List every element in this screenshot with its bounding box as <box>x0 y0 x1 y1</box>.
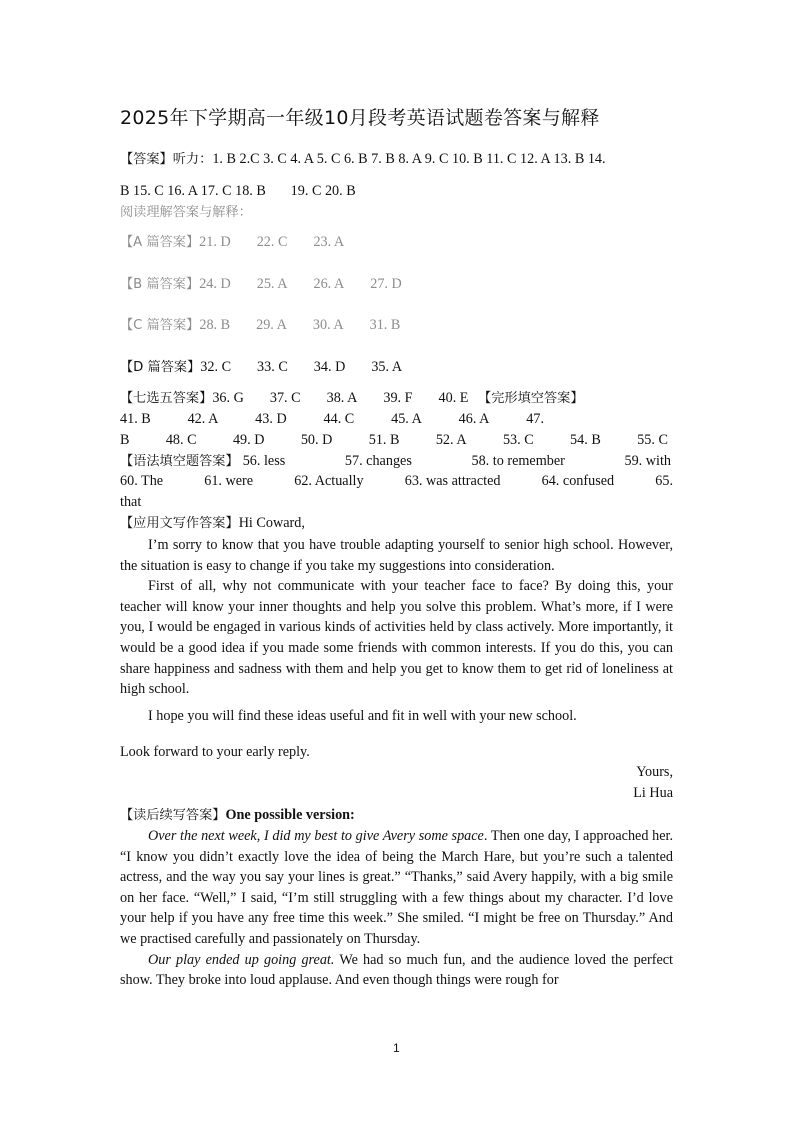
passage-b-label: 【B 篇答案】 <box>120 277 200 292</box>
answer-47-value: B <box>120 432 130 448</box>
answer-35: 35. A <box>371 359 403 375</box>
answer-65: 65. <box>655 473 673 489</box>
answer-28: 28. B <box>199 317 231 333</box>
continuation-subtitle: One possible version: <box>225 807 355 823</box>
continuation-body <box>120 826 673 991</box>
answer-54: 54. B <box>570 432 601 448</box>
answer-39: 39. F <box>383 390 413 406</box>
continuation-paragraph-2 <box>120 950 673 991</box>
letter-sign-off: Yours, <box>636 764 673 780</box>
continuation-p1-lead: Over the next week, I did my best to give Avery some space <box>148 828 484 844</box>
answer-36: 36. G <box>212 390 244 406</box>
answer-51: 51. B <box>368 432 400 448</box>
reading-heading: 阅读理解答案与解释： <box>120 205 252 220</box>
answer-30: 30. A <box>312 317 344 333</box>
cloze-row-2 <box>120 431 668 449</box>
answer-47: 47. <box>526 411 544 427</box>
answer-21: 21. D <box>199 234 231 250</box>
page-title: 2025年下学期高一年级10月段考英语试题卷答案与解释 <box>120 107 600 129</box>
answer-42: 42. A <box>187 411 219 427</box>
answer-37: 37. C <box>269 390 301 406</box>
answer-40: 40. E <box>438 390 469 406</box>
answer-46: 46. A <box>458 411 490 427</box>
grammar-row-1 <box>120 452 671 471</box>
listening-label: 【答案】听力： <box>120 152 213 167</box>
passage-a-label: 【A 篇答案】 <box>120 235 200 250</box>
letter-label: 【应用文写作答案】 <box>120 516 239 531</box>
letter-paragraph-1: I’m sorry to know that you have trouble adapting yourself to senior high school. However, the situation is easy to change if you take my suggestions into consideration. <box>120 537 673 574</box>
answer-61: 61. were <box>204 473 254 489</box>
answer-33: 33. C <box>257 359 288 375</box>
grammar-row-2 <box>120 472 673 490</box>
answer-52: 52. A <box>435 432 467 448</box>
answer-25: 25. A <box>256 276 288 292</box>
continuation-p2-rest: We had so much fun, and the audience loved the perfect show. They broke into loud applause. And even though things were rough for <box>120 951 673 989</box>
answer-65-value: that <box>120 494 142 510</box>
letter-paragraph-3: I hope you will find these ideas useful and fit in well with your new school. <box>148 708 577 724</box>
letter-signature: Li Hua <box>633 785 673 801</box>
answer-59: 59. with <box>624 453 671 469</box>
answer-45: 45. A <box>391 411 422 427</box>
answer-49: 49. D <box>232 432 265 448</box>
answer-53: 53. C <box>502 432 534 448</box>
page-number: 1 <box>393 1041 400 1055</box>
answer-58: 58. to remember <box>471 453 565 469</box>
answer-63: 63. was attracted <box>404 473 501 489</box>
cloze-row-1 <box>120 410 544 428</box>
passage-c-row <box>120 316 400 335</box>
passage-b-row <box>120 275 402 294</box>
letter-closing-line: Look forward to your early reply. <box>120 744 310 760</box>
answer-26: 26. A <box>313 276 345 292</box>
answer-32: 32. C <box>200 359 232 375</box>
answer-22: 22. C <box>256 234 288 250</box>
answer-41: 41. B <box>120 411 151 427</box>
continuation-p2-lead: Our play ended up going great. <box>148 951 335 968</box>
answer-43: 43. D <box>255 411 287 427</box>
letter-paragraph-2: First of all, why not communicate with your teacher face to face? By doing this, your teacher will know your inner thoughts and help you solve this problem. What’s more, if I were you, I would be engaged in various kinds of activities held by class actively. More importantly, it would be a good idea if you made some friends with common interests. If you do this, you can share happiness and sadness with them and help you get to know them to get rid of loneliness at high school. <box>120 578 673 698</box>
seven-five-row <box>120 389 584 408</box>
listening-answers-line-1 <box>120 150 678 169</box>
letter-body <box>120 535 673 700</box>
passage-d-row <box>120 358 402 377</box>
answer-57: 57. changes <box>344 453 412 469</box>
letter-header <box>120 514 305 533</box>
answer-23: 23. A <box>313 234 345 250</box>
answer-38: 38. A <box>326 390 358 406</box>
answer-60: 60. The <box>120 473 164 489</box>
answer-55: 55. C <box>637 432 668 448</box>
answer-64: 64. confused <box>541 473 615 489</box>
seven-five-label: 【七选五答案】 <box>120 391 213 406</box>
passage-d-label: 【D 篇答案】 <box>120 360 201 375</box>
passage-a-row <box>120 233 344 252</box>
letter-greeting: Hi Coward, <box>238 515 305 531</box>
answer-34: 34. D <box>313 359 346 375</box>
answer-44: 44. C <box>323 411 355 427</box>
continuation-p1-rest: . Then one day, I approached her. “I know you didn’t exactly love the idea of being the March Hare, but you’re such a talented actress, and the way you say your lines is great.” “Thanks,” said Avery happily, with a big smile on her face. “Well,” I said, “I’m still struggling with a few things about my character. I’d love your help if you have any free time this week.” She smiled. “I might be free on Thursday.” And we practised carefully and passionately on Thursday. <box>120 828 673 947</box>
answer-29: 29. A <box>256 317 287 333</box>
continuation-label: 【读后续写答案】 <box>120 808 226 823</box>
grammar-label: 【语法填空题答案】 <box>120 454 239 469</box>
listening-answers-line-2: B 15. C 16. A 17. C 18. B 19. C 20. B <box>120 183 356 199</box>
listening-answers-text: 1. B 2.C 3. C 4. A 5. C 6. B 7. B 8. A 9. C 10. B 11. C 12. A 13. B 14. <box>212 151 606 167</box>
cloze-label: 【完形填空答案】 <box>478 391 584 406</box>
answer-48: 48. C <box>165 432 197 448</box>
answer-27: 27. D <box>370 276 402 292</box>
answer-31: 31. B <box>369 317 401 333</box>
passage-c-label: 【C 篇答案】 <box>120 318 200 333</box>
answer-50: 50. D <box>300 432 333 448</box>
continuation-paragraph-1 <box>120 826 673 950</box>
continuation-header <box>120 806 355 825</box>
answer-56: 56. less <box>242 453 286 469</box>
answer-62: 62. Actually <box>294 473 364 489</box>
answer-24: 24. D <box>199 276 231 292</box>
